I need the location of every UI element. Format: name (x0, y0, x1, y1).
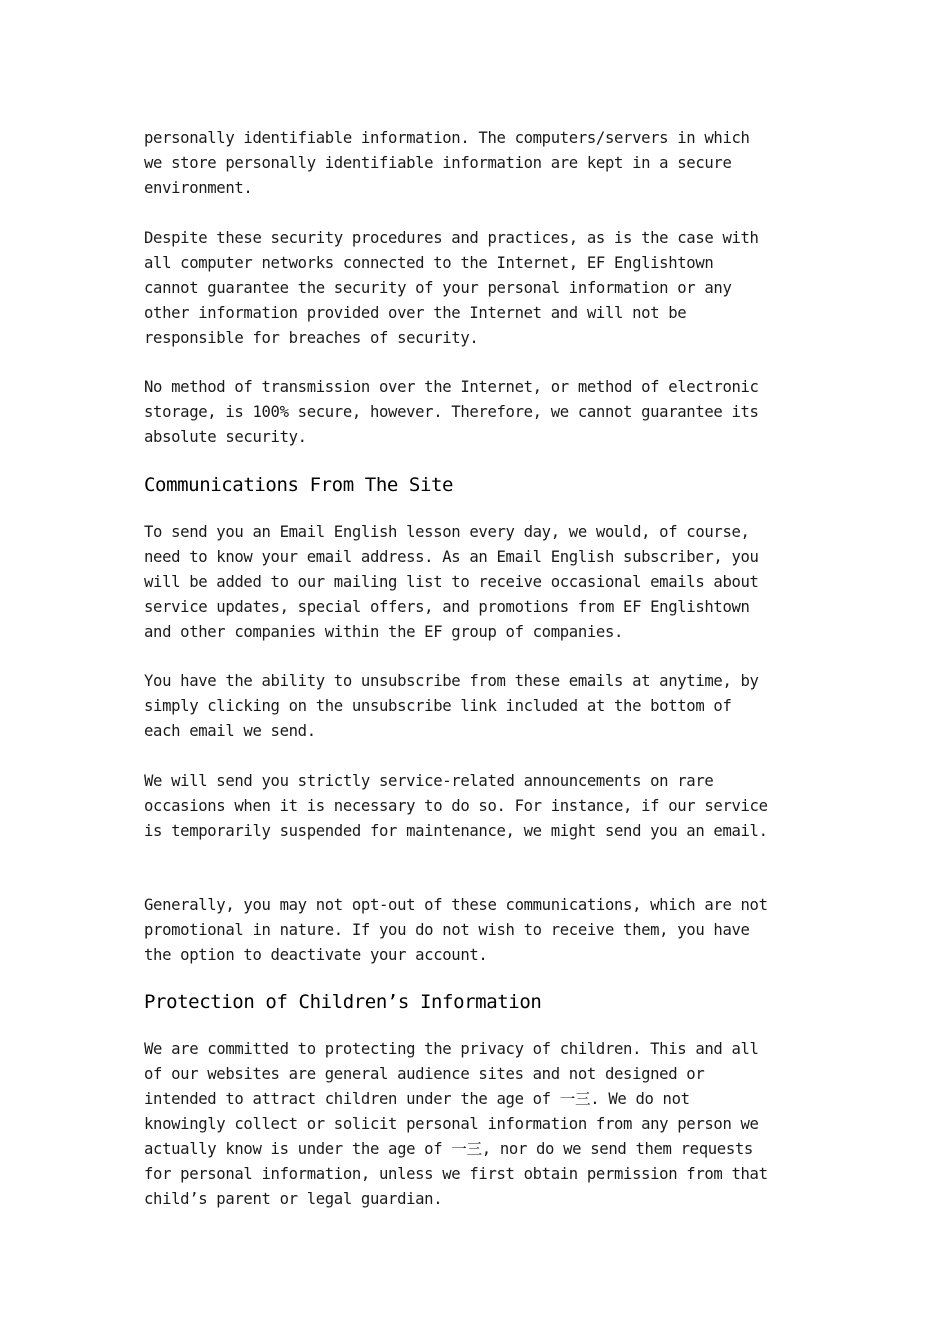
text-line: Generally, you may not opt-out of these communications, which are not (144, 896, 768, 914)
text-line: personally identifiable information. The computers/servers in which (144, 129, 750, 147)
text-line: is temporarily suspended for maintenance, we might send you an email. (144, 822, 768, 840)
text-line: other information provided over the Internet and will not be (144, 304, 687, 322)
paragraph-opt-out (144, 893, 824, 968)
paragraph-security-environment (144, 126, 824, 201)
text-line: each email we send. (144, 722, 316, 740)
text-line: for personal information, unless we first obtain permission from that (144, 1165, 768, 1183)
paragraph-security-disclaimer (144, 226, 824, 351)
heading-communications: Communications From The Site (144, 474, 454, 496)
heading-children-information: Protection of Children’s Information (144, 991, 542, 1013)
paragraph-email-lessons (144, 520, 824, 645)
text-line: Despite these security procedures and practices, as is the case with (144, 229, 759, 247)
text-line: service updates, special offers, and promotions from EF Englishtown (144, 598, 750, 616)
text-line: will be added to our mailing list to receive occasional emails about (144, 573, 759, 591)
text-line: promotional in nature. If you do not wish to receive them, you have (144, 921, 750, 939)
paragraph-service-announcements (144, 769, 824, 844)
text-line: simply clicking on the unsubscribe link included at the bottom of (144, 697, 732, 715)
text-line: cannot guarantee the security of your personal information or any (144, 279, 732, 297)
text-line: need to know your email address. As an Email English subscriber, you (144, 548, 759, 566)
text-line: child’s parent or legal guardian. (144, 1190, 443, 1208)
text-line: No method of transmission over the Internet, or method of electronic (144, 378, 759, 396)
text-line: We will send you strictly service-related announcements on rare (144, 772, 714, 790)
text-line: To send you an Email English lesson every day, we would, of course, (144, 523, 750, 541)
text-line: intended to attract children under the age of 一三. We do not (144, 1090, 690, 1108)
text-line: actually know is under the age of 一三, nor do we send them requests (144, 1140, 753, 1158)
text-line: all computer networks connected to the Internet, EF Englishtown (144, 254, 714, 272)
text-line: the option to deactivate your account. (144, 946, 488, 964)
paragraph-transmission-security (144, 375, 824, 450)
paragraph-children-privacy (144, 1037, 824, 1212)
text-line: responsible for breaches of security. (144, 329, 479, 347)
text-line: and other companies within the EF group of companies. (144, 623, 624, 641)
text-line: of our websites are general audience sites and not designed or (144, 1065, 705, 1083)
text-line: we store personally identifiable information are kept in a secure (144, 154, 732, 172)
paragraph-unsubscribe (144, 669, 824, 744)
text-line: storage, is 100% secure, however. Therefore, we cannot guarantee its (144, 403, 759, 421)
text-line: knowingly collect or solicit personal information from any person we (144, 1115, 759, 1133)
text-line: absolute security. (144, 428, 307, 446)
text-line: environment. (144, 179, 253, 197)
text-line: You have the ability to unsubscribe from these emails at anytime, by (144, 672, 759, 690)
text-line: occasions when it is necessary to do so. For instance, if our service (144, 797, 768, 815)
text-line: We are committed to protecting the privacy of children. This and all (144, 1040, 759, 1058)
